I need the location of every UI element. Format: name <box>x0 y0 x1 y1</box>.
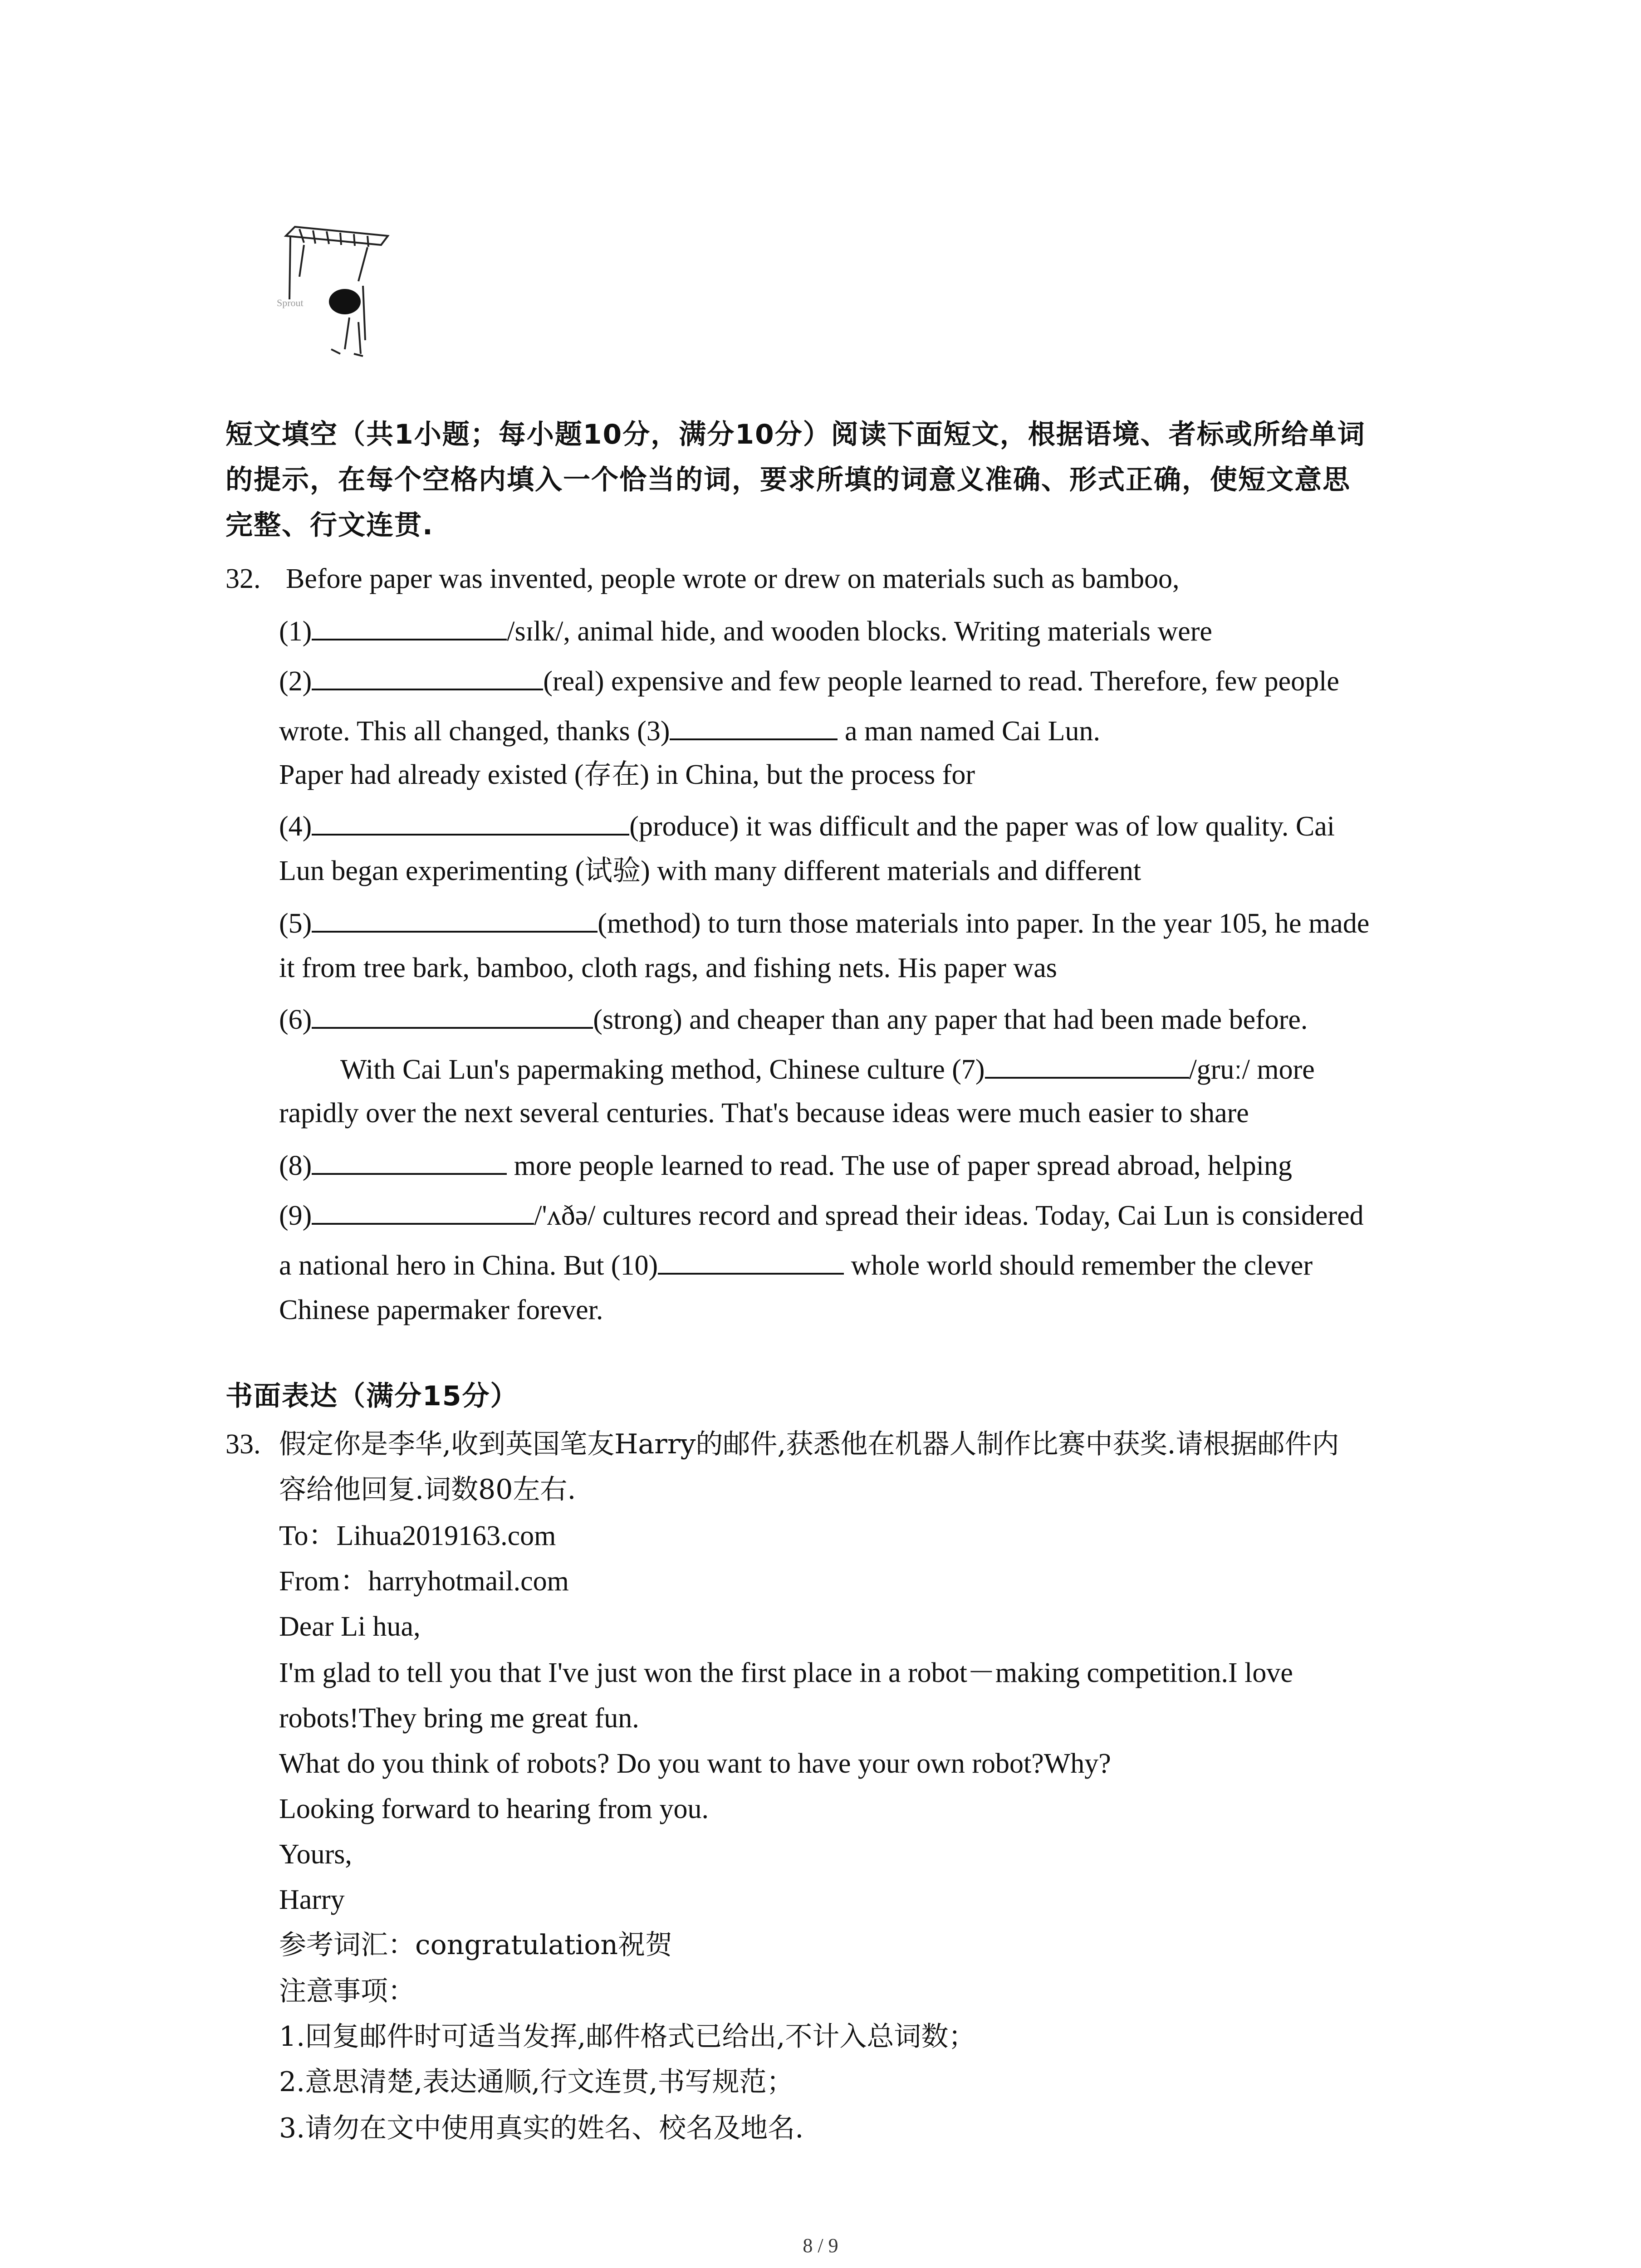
note-1: 1.回复邮件时可适当发挥,邮件格式已给出,不计入总词数； <box>279 2021 976 2053</box>
section1-heading-line2: 的提示，在每个空格内填入一个恰当的词，要求所填的词意义准确、形式正确，使短文意思 <box>225 464 1351 496</box>
email-signature: Harry <box>279 1884 345 1915</box>
question-33-number: 33. <box>225 1429 261 1460</box>
q32-line-11: With Cai Lun's papermaking method, Chinese culture (7) /gruː/ more <box>340 1049 1315 1088</box>
email-body-line-2: robots!They bring me great fun. <box>279 1703 639 1734</box>
blank-10[interactable] <box>658 1245 844 1275</box>
email-body-line-1: I'm glad to tell you that I've just won the first place in a robot－making competition.I love <box>279 1657 1293 1688</box>
email-body-line-3: What do you think of robots? Do you want to have your own robot?Why? <box>279 1748 1111 1779</box>
blank-1[interactable] <box>312 611 507 640</box>
q32-line-8: (5) (method) to turn those materials into paper. In the year 105, he made <box>279 903 1369 942</box>
q32-line-13: (8) more people learned to read. The use of paper spread abroad, helping <box>279 1145 1292 1184</box>
blank-2[interactable] <box>312 660 543 690</box>
blank-9[interactable] <box>312 1195 534 1225</box>
page-number: 8 / 9 <box>803 2234 838 2257</box>
q33-prompt-line-1: 假定你是李华,收到英国笔友Harry的邮件,获悉他在机器人制作比赛中获奖.请根据邮件内 <box>279 1428 1339 1460</box>
email-body-line-4: Looking forward to hearing from you. <box>279 1794 709 1824</box>
q32-line-1: Before paper was invented, people wrote or drew on materials such as bamboo, <box>286 563 1180 594</box>
q32-line-9: it from tree bark, bamboo, cloth rags, and fishing nets. His paper was <box>279 953 1057 983</box>
blank-8[interactable] <box>312 1145 507 1175</box>
email-from: From：harryhotmail.com <box>279 1566 569 1597</box>
q33-prompt-line-2: 容给他回复.词数80左右. <box>279 1474 576 1505</box>
q32-line-4: wrote. This all changed, thanks (3) a man named Cai Lun. <box>279 710 1100 749</box>
q32-line-12: rapidly over the next several centuries. That's because ideas were much easier to share <box>279 1098 1249 1129</box>
notes-title: 注意事项： <box>279 1975 415 2007</box>
q32-line-2: (1) /sɪlk/, animal hide, and wooden blocks. Writing materials were <box>279 611 1212 650</box>
blank-3[interactable] <box>670 710 838 740</box>
email-greeting: Dear Li hua, <box>279 1611 421 1642</box>
sketch-illustration <box>272 218 399 363</box>
section2-heading: 书面表达（满分15分） <box>225 1380 519 1412</box>
q32-line-7: Lun began experimenting (试验) with many different materials and different <box>279 855 1141 886</box>
note-3: 3.请勿在文中使用真实的姓名、校名及地名. <box>279 2112 804 2144</box>
blank-7[interactable] <box>985 1049 1189 1079</box>
q32-line-10: (6) (strong) and cheaper than any paper that had been made before. <box>279 999 1308 1038</box>
email-closing: Yours, <box>279 1839 352 1870</box>
section1-heading-line1: 短文填空（共1小题；每小题10分，满分10分）阅读下面短文，根据语境、者标或所给单词 <box>225 419 1366 450</box>
sketch-caption: Sprout <box>277 297 304 308</box>
q32-line-14: (9) /'ʌðə/ cultures record and spread their ideas. Today, Cai Lun is considered <box>279 1195 1364 1234</box>
q32-line-5: Paper had already existed (存在) in China, but the process for <box>279 759 975 790</box>
question-32-number: 32. <box>225 563 261 594</box>
q32-line-15: a national hero in China. But (10) whole world should remember the clever <box>279 1245 1313 1284</box>
blank-4[interactable] <box>312 806 629 836</box>
section1-heading-line3: 完整、行文连贯. <box>225 509 434 541</box>
note-2: 2.意思清楚,表达通顺,行文连贯,书写规范； <box>279 2066 794 2098</box>
blank-6[interactable] <box>312 999 593 1029</box>
q32-line-6: (4) (produce) it was difficult and the paper was of low quality. Cai <box>279 806 1335 845</box>
email-to: To：Lihua2019163.com <box>279 1520 556 1551</box>
q32-line-16: Chinese papermaker forever. <box>279 1295 603 1325</box>
blank-5[interactable] <box>312 903 598 933</box>
q32-line-3: (2) (real) expensive and few people learned to read. Therefore, few people <box>279 660 1339 699</box>
reference-vocab: 参考词汇：congratulation祝贺 <box>279 1929 673 1961</box>
